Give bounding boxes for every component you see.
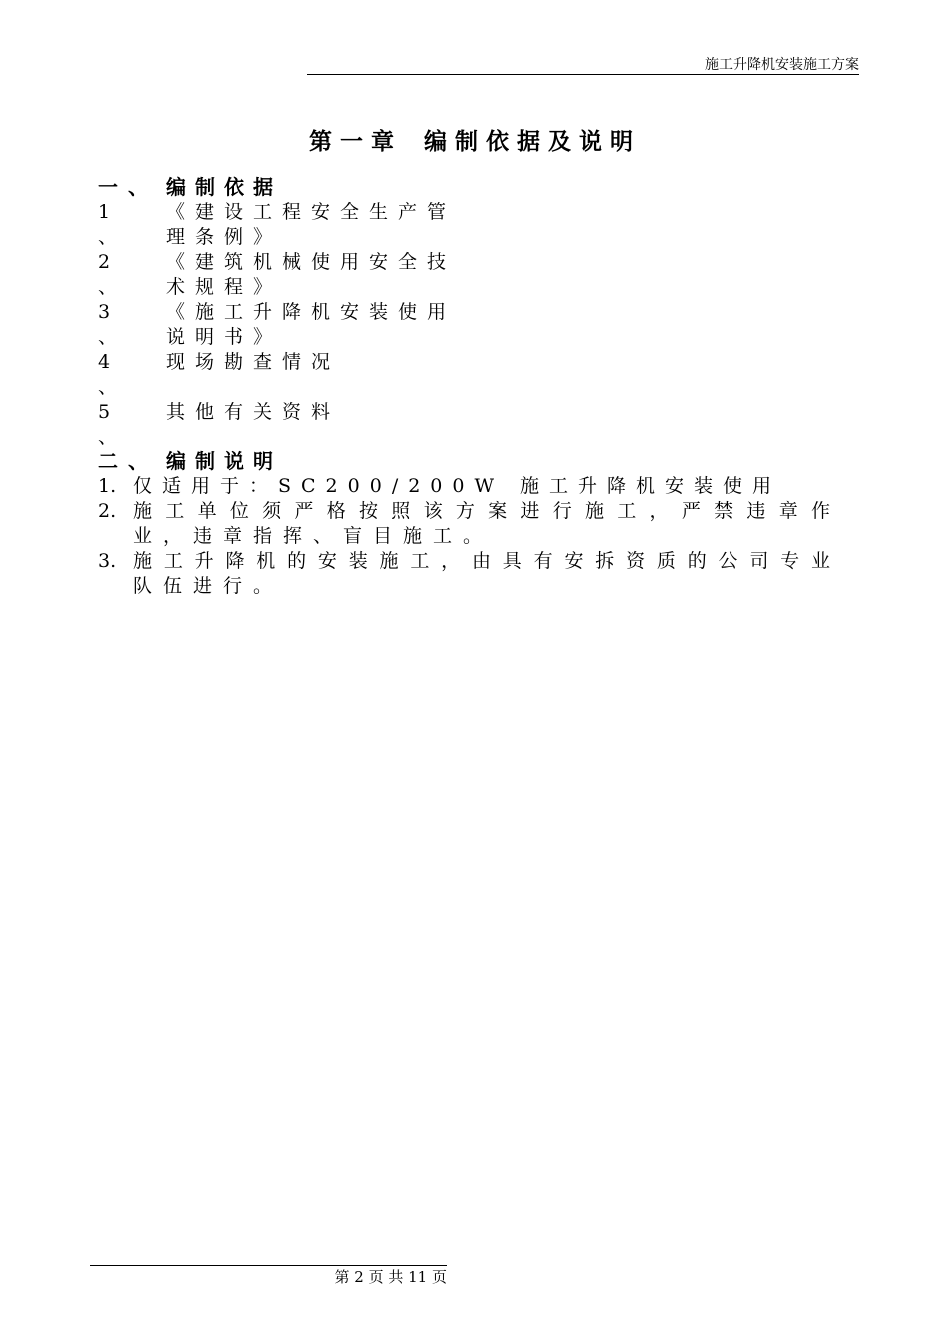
list-item-text: 《施工升降机安装使用说明书》 [166, 301, 457, 348]
list-item [98, 474, 843, 499]
list-item [98, 200, 478, 250]
list-item-text: 现场勘查情况 [166, 351, 341, 373]
footer-divider [90, 1265, 447, 1266]
chapter-number: 第一章 [309, 128, 402, 155]
list-item [98, 549, 843, 599]
list-item-text: 仅适用于：SC200/200W 施工升降机安装使用 [133, 475, 782, 497]
section-heading-notes [98, 449, 282, 474]
section-number: 一、 [98, 175, 158, 199]
page-number: 第 2 页 共 11 页 [334, 1268, 447, 1286]
section-number: 二、 [98, 449, 158, 473]
section-heading-basis [98, 175, 282, 200]
list-item-number: 2. [98, 500, 117, 522]
list-item-number: 2 、 [98, 251, 118, 298]
section-title: 编制说明 [166, 449, 282, 473]
list-item-text: 其他有关资料 [166, 401, 341, 423]
list-item-number: 4 、 [98, 351, 118, 398]
list-item [98, 499, 843, 549]
list-item [98, 400, 478, 450]
section-title: 编制依据 [166, 175, 282, 199]
list-item-number: 1. [98, 475, 117, 497]
list-item [98, 350, 478, 400]
list-item [98, 300, 478, 350]
header-title: 施工升降机安装施工方案 [705, 57, 859, 73]
list-item-number: 3 、 [98, 301, 118, 348]
chapter-name: 编制依据及说明 [424, 128, 641, 155]
list-item-number: 3. [98, 550, 117, 572]
chapter-title [0, 126, 950, 158]
list-item [98, 250, 478, 300]
page-header [307, 56, 859, 75]
list-item-text: 《建设工程安全生产管理条例》 [166, 201, 457, 248]
list-item-number: 1 、 [98, 201, 118, 248]
list-item-text: 《建筑机械使用安全技术规程》 [166, 251, 457, 298]
list-item-number: 5 、 [98, 401, 118, 448]
list-item-text: 施工升降机的安装施工，由具有安拆资质的公司专业队伍进行。 [133, 550, 841, 597]
list-item-text: 施工单位须严格按照该方案进行施工，严禁违章作业，违章指挥、盲目施工。 [133, 500, 841, 547]
page-footer [90, 1268, 447, 1286]
